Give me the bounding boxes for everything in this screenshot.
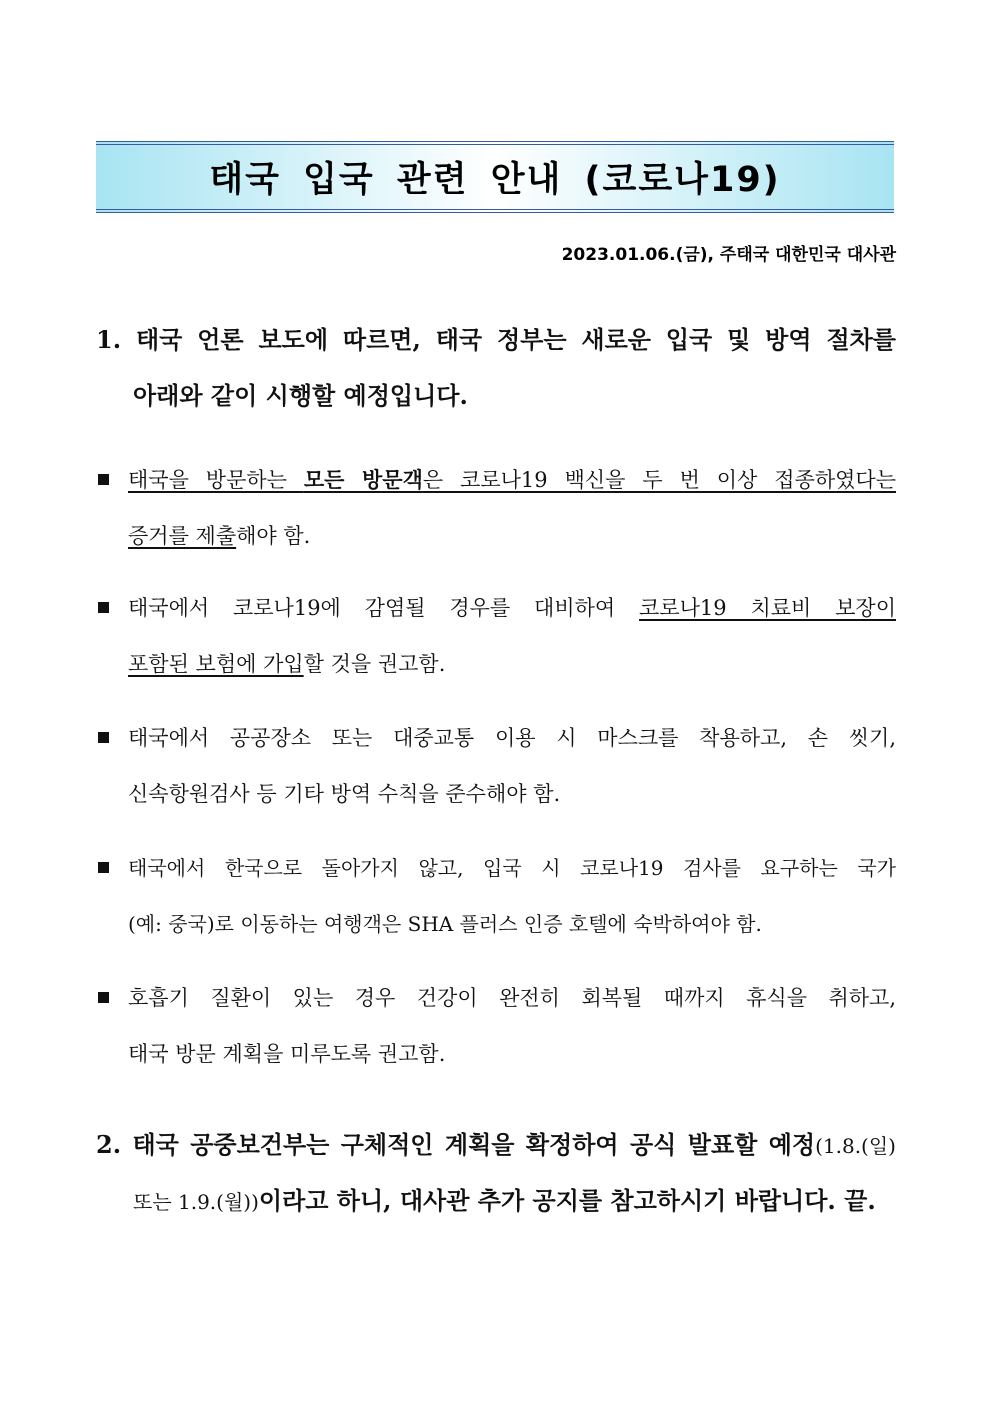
bullet-2-part-2: 코로나19 치료비 보장이 <box>639 596 896 620</box>
bullet-3-line-1: 태국에서 공공장소 또는 대중교통 이용 시 마스크를 착용하고, 손 씻기, <box>128 726 896 750</box>
section-2-line-2 <box>96 1173 896 1229</box>
section-2-line-1 <box>96 1117 896 1173</box>
bullet-3-line-2: 신속항원검사 등 기타 방역 수칙을 준수해야 함. <box>128 782 561 806</box>
section-2-part-2: (1.8.(일) <box>815 1134 896 1158</box>
bullet-2-part-4: 할 것을 권고함. <box>303 652 446 676</box>
bullet-1-part-3: 은 코로나19 백신을 두 번 이상 접종하였다는 <box>422 468 896 492</box>
section-1 <box>96 312 896 424</box>
bullet-item-2 <box>96 580 896 692</box>
section-2-part-4: 이라고 하니, 대사관 추가 공지를 참고하시기 바랍니다. 끝. <box>258 1186 876 1215</box>
square-bullet-icon <box>98 474 109 485</box>
square-bullet-icon <box>98 862 109 873</box>
bullet-5-line-2: 태국 방문 계획을 미루도록 권고함. <box>128 1042 446 1066</box>
bullet-1-line-2 <box>96 508 896 564</box>
section-2-part-3: 또는 1.9.(월)) <box>133 1190 259 1214</box>
title-banner <box>96 141 894 213</box>
date-line: 2023.01.06.(금), 주태국 대한민국 대사관 <box>561 245 896 265</box>
bullet-1-part-4: 증거를 제출 <box>128 524 237 548</box>
bullet-2-part-1: 태국에서 코로나19에 감염될 경우를 대비하여 <box>128 596 640 620</box>
square-bullet-icon <box>98 992 109 1003</box>
bullet-1-line-1 <box>96 452 896 508</box>
bullet-1-part-1: 태국을 방문하는 <box>128 468 304 492</box>
bullet-1-part-2: 모든 방문객 <box>303 467 423 492</box>
bullet-item-3 <box>96 710 896 822</box>
bullet-item-4 <box>96 840 896 952</box>
bullet-4-line-2: (예: 중국)로 이동하는 여행객은 SHA 플러스 인증 호텔에 숙박하여야 함. <box>128 912 762 936</box>
bullet-2-line-2 <box>96 636 896 692</box>
bullet-5-line-1: 호흡기 질환이 있는 경우 건강이 완전히 회복될 때까지 휴식을 취하고, <box>128 986 896 1010</box>
square-bullet-icon <box>98 602 109 613</box>
section-2 <box>96 1117 896 1229</box>
document-title: 태국 입국 관련 안내 (코로나19) <box>209 160 781 200</box>
bullet-2-line-1 <box>96 580 896 636</box>
section-2-part-1: 2. 태국 공중보건부는 구체적인 계획을 확정하여 공식 발표할 예정 <box>96 1130 816 1159</box>
bullet-item-1 <box>96 452 896 564</box>
section-1-line-1: 1. 태국 언론 보도에 따르면, 태국 정부는 새로운 입국 및 방역 절차를 <box>96 325 896 354</box>
section-1-line-2: 아래와 같이 시행할 예정입니다. <box>133 381 468 410</box>
bullet-1-part-5: 해야 함. <box>236 524 311 548</box>
bullet-4-line-1: 태국에서 한국으로 돌아가지 않고, 입국 시 코로나19 검사를 요구하는 국가 <box>128 856 896 880</box>
bullet-item-5 <box>96 970 896 1082</box>
square-bullet-icon <box>98 732 109 743</box>
bullet-2-part-3: 포함된 보험에 가입 <box>128 652 304 676</box>
